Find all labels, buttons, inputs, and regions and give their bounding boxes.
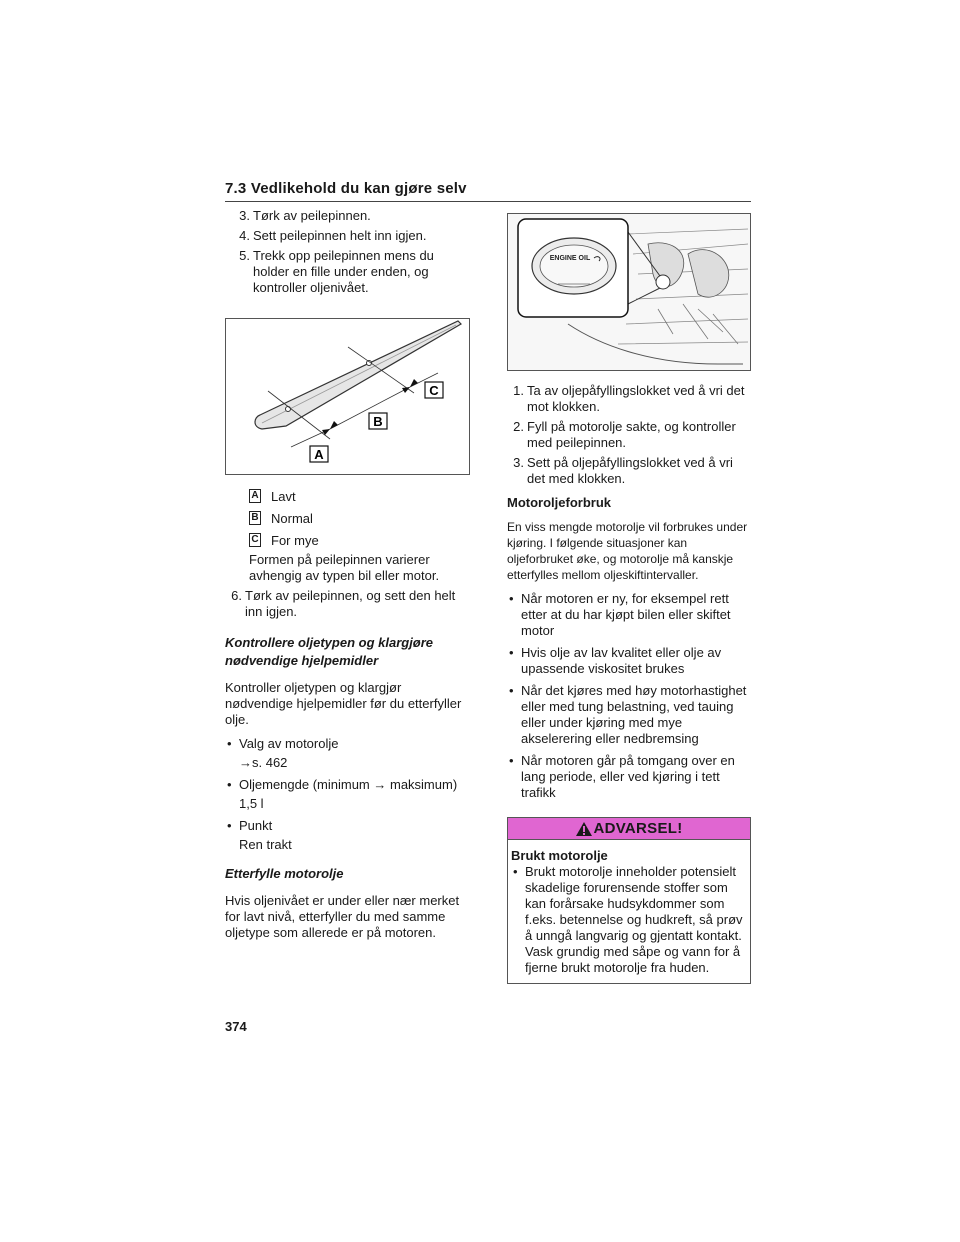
bullet-dot: • <box>509 683 514 698</box>
warning-item <box>511 864 746 976</box>
low-mark <box>286 407 291 412</box>
legend-text: For mye <box>271 532 319 548</box>
callout-a: A <box>314 447 324 462</box>
list-item-text: Når motoren går på tomgang over en lang periode, eller ved kjøring i tett trafikk <box>521 753 735 800</box>
arrow-b-end <box>402 387 410 393</box>
warning-label: ADVARSEL! <box>593 820 683 837</box>
consumption-heading: Motoroljeforbruk <box>507 495 611 510</box>
list-item <box>507 683 751 747</box>
callout-b: B <box>373 414 383 429</box>
legend-letter: A <box>249 489 261 503</box>
oil-cap-label: ENGINE OIL <box>549 255 591 262</box>
legend-letter: C <box>249 533 261 547</box>
steps-list-top <box>225 208 470 296</box>
list-item-text: Hvis olje av lav kvalitet eller olje av upassende viskositet brukes <box>521 645 722 676</box>
check-heading: Kontrollere oljetypen og klargjøre nødvendige hjelpemidler <box>225 635 434 668</box>
bullet-dot: • <box>509 753 514 768</box>
consumption-list <box>507 591 751 801</box>
steps-list-right <box>507 383 751 487</box>
step-number: 3. <box>239 208 250 223</box>
warning-triangle-icon <box>575 821 593 837</box>
step-number: 1. <box>513 383 524 398</box>
engine-oil-cap-illustration <box>508 214 750 370</box>
warning-box <box>507 817 751 984</box>
section-title: 7.3 Vedlikehold du kan gjøre selv <box>225 180 467 197</box>
check-list <box>225 736 470 853</box>
list-item <box>507 645 751 677</box>
warning-item-text: Brukt motorolje inneholder potensielt skadelige forurensende stoffer som kan forårsake hudsykdommer som f.eks. betennelse og hudkreft, så prøv å unngå langvarig og gjentatt kontakt. Vask grundig med såpe og vann for å fjerne brukt motorolje fra huden. <box>525 864 743 975</box>
step-item <box>507 383 751 415</box>
bullet-dot: • <box>227 736 232 751</box>
list-item-text: Når motoren er ny, for eksempel rett etter at du har kjøpt bilen eller skiftet motor <box>521 591 731 638</box>
arrow-c <box>410 379 418 387</box>
dipstick-illustration <box>226 319 469 474</box>
figure-legend <box>225 485 470 584</box>
legend-item-low <box>249 485 470 507</box>
step-text: Ta av oljepåfyllingslokket ved å vri det mot klokken. <box>527 383 745 414</box>
list-item <box>507 753 751 801</box>
step-number: 4. <box>239 228 250 243</box>
step-number: 5. <box>239 248 250 263</box>
bullet-dot: • <box>513 864 518 879</box>
refill-heading: Etterfylle motorolje <box>225 866 344 881</box>
step-text: Fyll på motorolje sakte, og kontroller med peilepinnen. <box>527 419 736 450</box>
list-item <box>225 736 470 752</box>
dipstick-figure <box>225 318 470 475</box>
list-item-label: Valg av motorolje <box>239 736 339 751</box>
list-item-label: Oljemengde (minimum → maksimum) <box>239 777 458 792</box>
callout-c: C <box>429 383 439 398</box>
refill-paragraph: Hvis oljenivået er under eller nær merket for lavt nivå, etterfyller du med samme oljetype som allerede er på motoren. <box>225 893 460 940</box>
step-text: Sett på oljepåfyllingslokket ved å vri det med klokken. <box>527 455 733 486</box>
step-item <box>233 208 470 224</box>
bullet-dot: • <box>509 645 514 660</box>
warning-body <box>508 840 750 983</box>
legend-letter: B <box>249 511 261 525</box>
bullet-dot: • <box>227 818 232 833</box>
step-item <box>225 588 470 620</box>
step-text: Tørk av peilepinnen. <box>253 208 371 223</box>
oil-cap-top <box>540 245 608 287</box>
step-text: Tørk av peilepinnen, og sett den helt inn igjen. <box>245 588 456 619</box>
step-item <box>233 248 470 296</box>
consumption-paragraph: En viss mengde motorolje vil forbrukes under kjøring. I følgende situasjoner kan oljeforbruket øke, og motorolje må kanskje etterfylles mellom oljeskiftintervaller. <box>507 520 748 582</box>
step-number: 2. <box>513 419 524 434</box>
list-item-label: Punkt <box>239 818 273 833</box>
list-item-value: Ren trakt <box>239 837 292 852</box>
bullet-dot: • <box>227 777 232 792</box>
list-item-value[interactable]: →s. 462 <box>239 755 288 770</box>
step-number: 3. <box>513 455 524 470</box>
list-item <box>507 591 751 639</box>
warning-title: Brukt motorolje <box>511 848 608 863</box>
list-item <box>225 777 470 793</box>
step-item <box>233 228 470 244</box>
legend-text: Lavt <box>271 488 296 504</box>
step-number: 6. <box>231 588 242 603</box>
step-text: Sett peilepinnen helt inn igjen. <box>253 228 427 243</box>
oil-filler-location <box>656 275 670 289</box>
engine-figure <box>507 213 751 371</box>
legend-item-too-much <box>249 529 470 551</box>
arrow-b-start <box>330 421 338 429</box>
section-header <box>225 180 751 202</box>
bullet-dot: • <box>509 591 514 606</box>
dipstick-highlight <box>262 325 456 423</box>
legend-text: Normal <box>271 510 313 526</box>
left-column <box>225 208 470 941</box>
dipstick-blade <box>255 321 461 429</box>
step-text: Trekk opp peilepinnen mens du holder en fille under enden, og kontroller oljenivået. <box>253 248 434 295</box>
legend-item-normal <box>249 507 470 529</box>
right-column <box>507 213 751 984</box>
list-item-value: 1,5 l <box>239 796 264 811</box>
check-paragraph: Kontroller oljetypen og klargjør nødvendige hjelpemidler før du etterfyller olje. <box>225 680 462 727</box>
list-item <box>225 818 470 834</box>
page-number: 374 <box>225 1019 247 1034</box>
list-item-text: Når det kjøres med høy motorhastighet eller med tung belastning, ved tauing eller under kjøring med mye akselerering eller nedbremsing <box>521 683 747 746</box>
warning-header <box>508 818 750 840</box>
step-item <box>507 455 751 487</box>
legend-note: Formen på peilepinnen varierer avhengig av typen bil eller motor. <box>249 552 440 583</box>
step-item <box>507 419 751 451</box>
